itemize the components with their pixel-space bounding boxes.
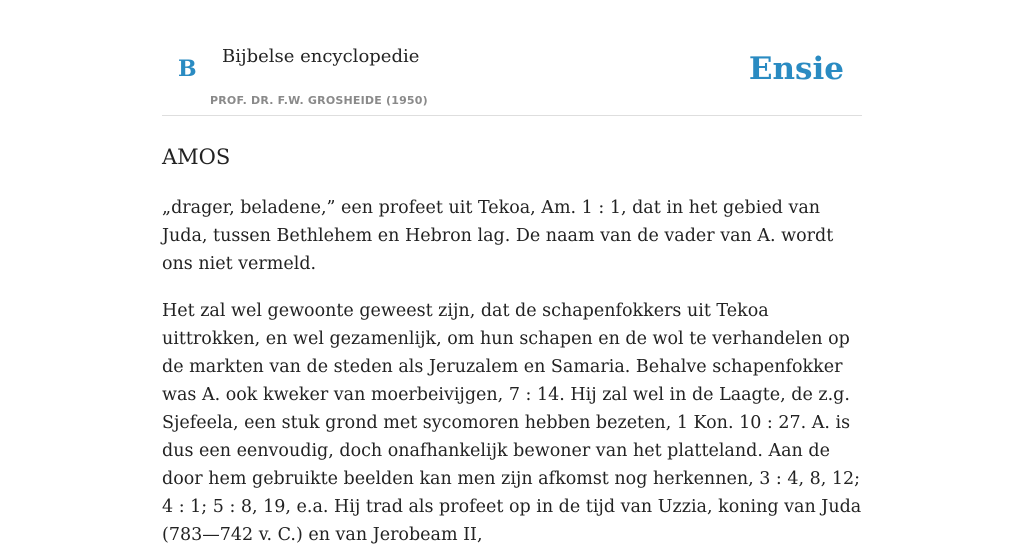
page — [162, 0, 862, 549]
book-title-link[interactable]: Bijbelse encyclopedie — [222, 46, 420, 67]
entry-paragraph: „drager, beladene,” een profeet uit Tekoa, Am. 1 : 1, dat in het gebied van Juda, tussen Bethlehem en Hebron lag. De naam van de vader van A. wordt ons niet vermeld. — [162, 198, 834, 274]
entry-body — [162, 194, 862, 549]
book-author: PROF. DR. F.W. GROSHEIDE (1950) — [210, 94, 428, 107]
site-header — [162, 0, 862, 116]
book-logo-icon[interactable]: B — [178, 56, 197, 82]
ensie-logo-link[interactable]: Ensie — [748, 51, 844, 87]
entry-paragraph: Het zal wel gewoonte geweest zijn, dat de schapenfokkers uit Tekoa uittrokken, en wel gezamenlijk, om hun schapen en de wol te verhandelen op de markten van de steden als Jeruzalem en Samaria. Behalve schapenfokker was A. ook kweker van moerbeivijgen, 7 : 14. Hij zal wel in de Laagte, de z.g. Sjefeela, een stuk grond met sycomoren hebben bezeten, 1 Kon. 10 : 27. A. is dus een eenvoudig, doch onafhankelijk bewoner van het platteland. Aan de door hem gebruikte beelden kan men zijn afkomst nog herkennen, 3 : 4, 8, 12; 4 : 1; 5 : 8, 19, e.a. Hij trad als profeet op in de tijd van Uzzia, koning van Juda (783—742 v. C.) en van Jerobeam II, — [162, 301, 862, 545]
entry-title: AMOS — [162, 145, 231, 169]
